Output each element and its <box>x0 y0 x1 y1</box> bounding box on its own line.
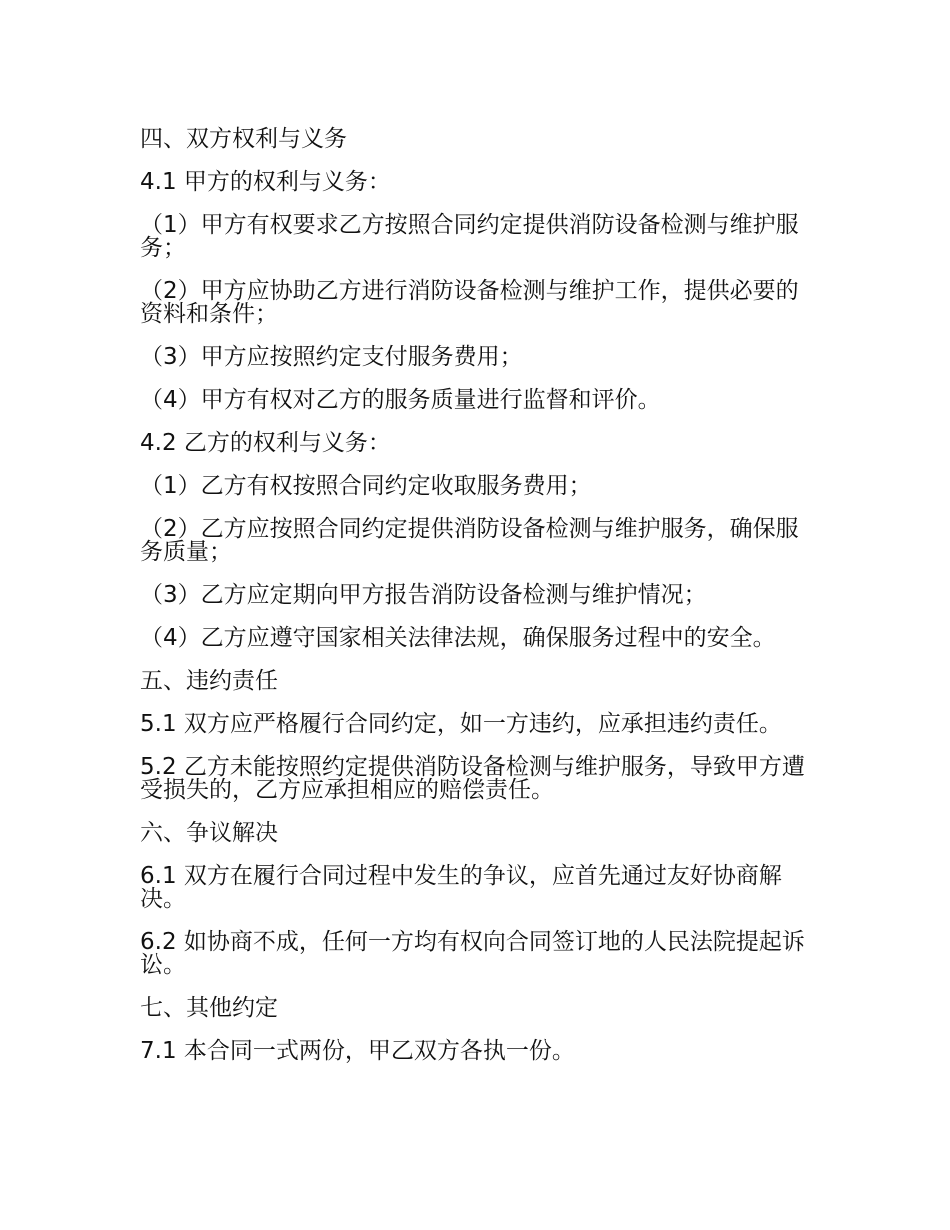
clause-4-2: 4.2 乙方的权利与义务： <box>140 430 391 456</box>
clause-4-1-4: （4）甲方有权对乙方的服务质量进行监督和评价。 <box>140 387 661 413</box>
section-heading-6: 六、争议解决 <box>140 820 278 846</box>
clause-7-1: 7.1 本合同一式两份，甲乙双方各执一份。 <box>140 1038 575 1064</box>
section-heading-5: 五、违约责任 <box>140 668 278 694</box>
document-page <box>140 128 810 1063</box>
clause-4-2-4: （4）乙方应遵守国家相关法律法规，确保服务过程中的安全。 <box>140 625 776 651</box>
clause-5-2: 5.2 乙方未能按照约定提供消防设备检测与维护服务，导致甲方遭受损失的，乙方应承担相应的赔偿责任。 <box>140 754 805 803</box>
clause-4-2-2: （2）乙方应按照合同约定提供消防设备检测与维护服务，确保服务质量； <box>140 516 799 565</box>
section-heading-7: 七、其他约定 <box>140 995 278 1021</box>
clause-6-2: 6.2 如协商不成，任何一方均有权向合同签订地的人民法院提起诉讼。 <box>140 929 805 978</box>
clause-4-2-3: （3）乙方应定期向甲方报告消防设备检测与维护情况； <box>140 582 707 608</box>
section-heading-4: 四、双方权利与义务 <box>140 126 347 152</box>
clause-4-1: 4.1 甲方的权利与义务： <box>140 169 391 195</box>
clause-4-1-3: （3）甲方应按照约定支付服务费用； <box>140 344 523 370</box>
clause-4-1-2: （2）甲方应协助乙方进行消防设备检测与维护工作，提供必要的资料和条件； <box>140 278 799 327</box>
clause-5-1: 5.1 双方应严格履行合同约定，如一方违约，应承担违约责任。 <box>140 711 782 737</box>
clause-4-1-1: （1）甲方有权要求乙方按照合同约定提供消防设备检测与维护服务； <box>140 212 799 261</box>
clause-6-1: 6.1 双方在履行合同过程中发生的争议，应首先通过友好协商解决。 <box>140 863 782 912</box>
clause-4-2-1: （1）乙方有权按照合同约定收取服务费用； <box>140 473 592 499</box>
